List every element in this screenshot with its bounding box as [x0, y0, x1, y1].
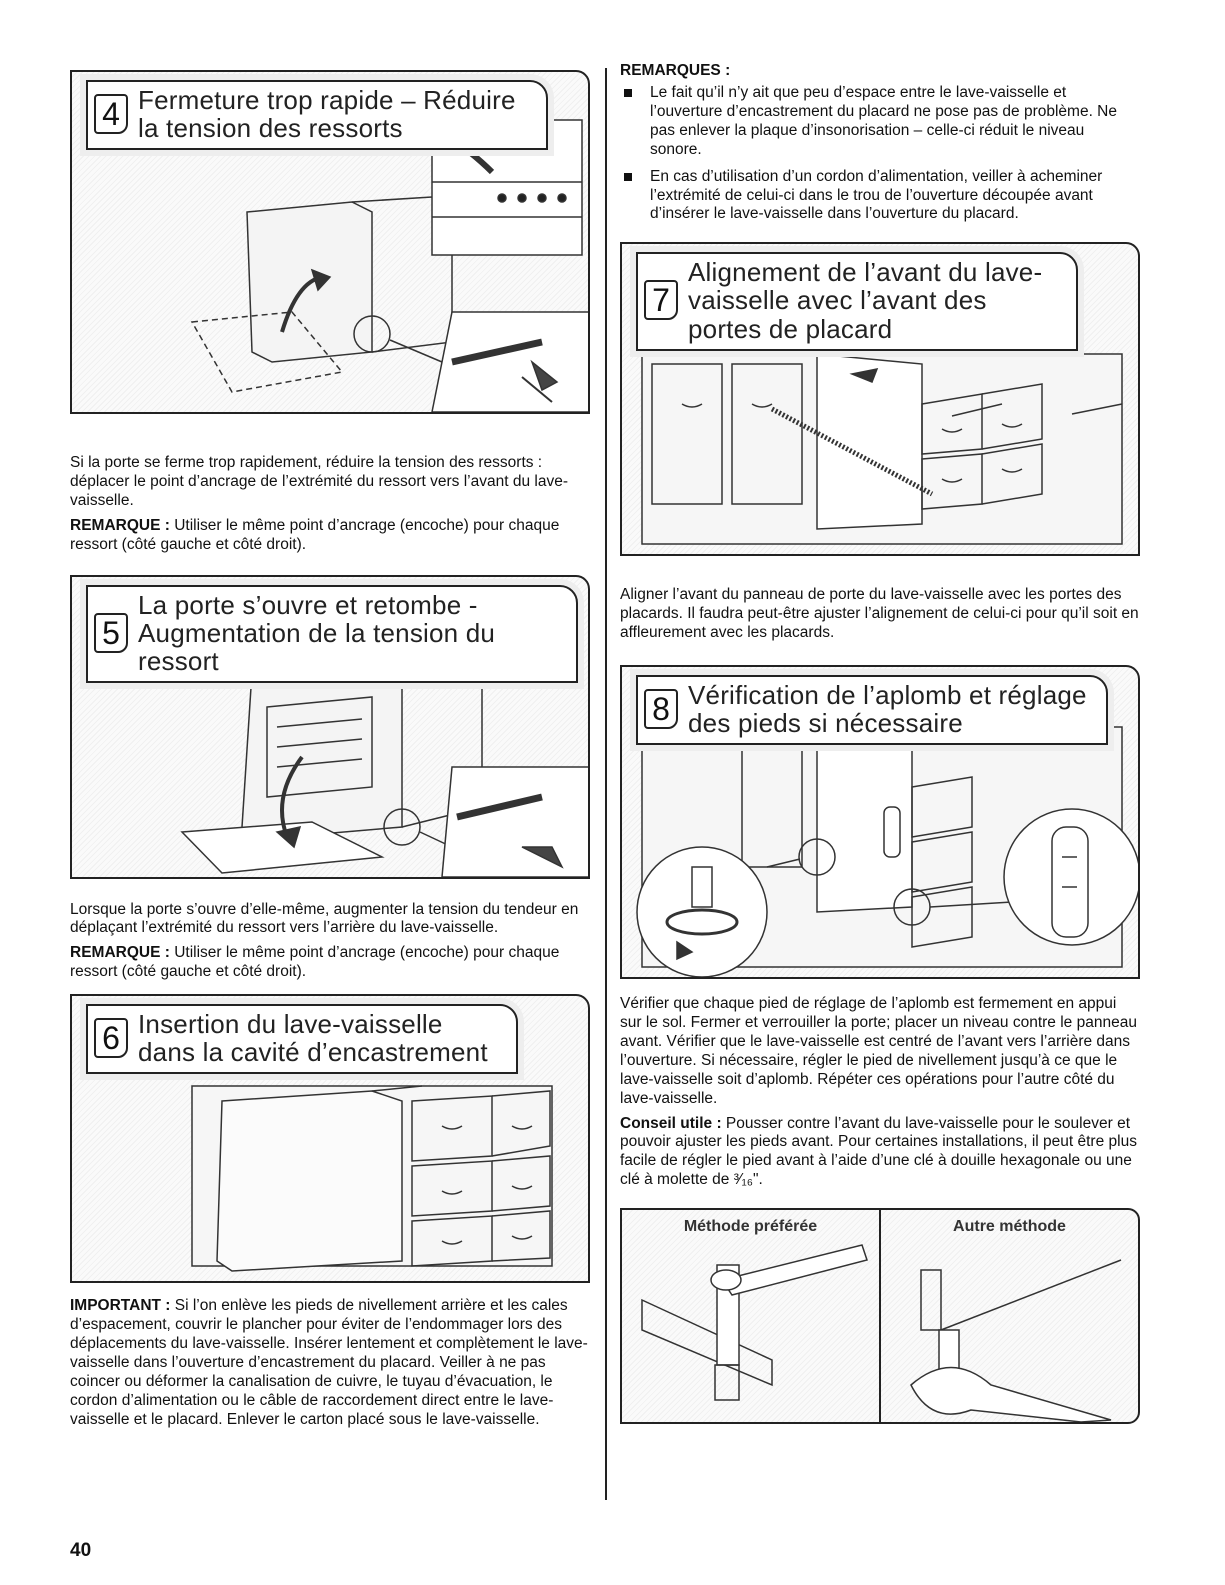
step8-tip	[620, 1115, 1140, 1191]
step4-note-text: Utiliser le même point d’ancrage (encoche) pour chaque ressort (côté gauche et côté droit).	[70, 516, 560, 553]
step5-number: 5	[94, 613, 128, 653]
step4-header	[86, 80, 548, 150]
step5-header	[86, 585, 578, 683]
step7-body: Aligner l’avant du panneau de porte du lave-vaisselle avec les portes des placards. Il faudra peut-être ajuster l’alignement de celui-ci pour qu’il soit en affleurement avec les placards.	[620, 586, 1139, 642]
step5-note	[70, 944, 590, 982]
methods-figure	[620, 1208, 1140, 1424]
method-preferred-label: Méthode préférée	[683, 1218, 818, 1236]
step4-note	[70, 517, 590, 555]
step6-important	[70, 1297, 590, 1429]
step4-title: Fermeture trop rapide – Réduire la tension des ressorts	[138, 85, 516, 144]
socket-wrench-illustration	[622, 1210, 878, 1422]
column-divider	[605, 68, 607, 1500]
adjustable-wrench-illustration	[881, 1210, 1137, 1422]
remarques-list	[620, 84, 1140, 224]
step8-tip-text: Pousser contre l’avant du lave-vaisselle pour le soulever et pouvoir ajuster les pieds avant. Pour certaines installations, il peut être plus facile de régler le pied avant à l’aide d’une clé à douille hexagonale ou une clé à molette de ³⁄₁₆".	[620, 1114, 1137, 1189]
step8-tip-label: Conseil utile :	[620, 1114, 722, 1132]
left-column	[70, 70, 590, 1436]
page-number: 40	[70, 1540, 92, 1561]
step5-body: Lorsque la porte s’ouvre d’elle-même, augmenter la tension du tendeur en déplaçant l’extrémité du ressort vers l’arrière du lave-vaisselle.	[70, 900, 579, 937]
step6-figure	[70, 994, 590, 1283]
remarques-heading: REMARQUES :	[620, 62, 731, 79]
method-other-label: Autre méthode	[953, 1218, 1066, 1236]
step6-important-label: IMPORTANT :	[70, 1297, 171, 1315]
step8-number: 8	[644, 689, 678, 729]
step4-note-label: REMARQUE :	[70, 516, 170, 534]
step7-number: 7	[644, 280, 678, 320]
step4-number: 4	[94, 94, 128, 134]
step8-title: Vérification de l’aplomb et réglage des pieds si nécessaire	[688, 680, 1087, 739]
step4-body: Si la porte se ferme trop rapidement, réduire la tension des ressorts : déplacer le point d’ancrage de l’extrémité du ressort vers l’avant du lave-vaisselle.	[70, 454, 568, 509]
step5-figure	[70, 575, 590, 879]
step7-header	[636, 252, 1078, 350]
right-column	[620, 62, 1140, 1424]
step6-title: Insertion du lave-vaisselle dans la cavité d’encastrement	[138, 1009, 488, 1068]
step6-important-text: Si l’on enlève les pieds de nivellement arrière et les cales d’espacement, couvrir le plancher pour éviter de l’endommager lors des déplacements du lave-vaisselle. Insérer lentement et complètement le lave-vaisselle dans l’ouverture d’encastrement du placard. Veiller à ne pas coincer ou déformer la canalisation de cuivre, le tuyau d’évacuation, le cordon d’alimentation ou le câble de raccordement direct entre le lave-vaisselle et le placard. Enlever le carton placé sous le lave-vaisselle.	[70, 1297, 588, 1428]
method-other	[879, 1210, 1138, 1422]
step6-number: 6	[94, 1018, 128, 1058]
method-preferred	[622, 1210, 879, 1422]
remarque-item-2: En cas d’utilisation d’un cordon d’alimentation, veiller à acheminer l’extrémité de celui-ci dans le trou de l’ouverture découpée avant d’insérer le lave-vaisselle dans l’ouverture du placard.	[620, 168, 1140, 225]
step8-figure	[620, 665, 1140, 979]
step7-figure	[620, 242, 1140, 556]
step6-header	[86, 1004, 518, 1074]
step8-header	[636, 675, 1108, 745]
step5-title: La porte s’ouvre et retombe - Augmentation de la tension du ressort	[138, 589, 496, 676]
step7-title: Alignement de l’avant du lave-vaisselle avec l’avant des portes de placard	[688, 257, 1043, 344]
step5-note-text: Utiliser le même point d’ancrage (encoche) pour chaque ressort (côté gauche et côté droit).	[70, 944, 560, 981]
step8-body: Vérifier que chaque pied de réglage de l’aplomb est fermement en appui sur le sol. Fermer et verrouiller la porte; placer un niveau contre le panneau avant. Vérifier que le lave-vaisselle est centré de l’avant vers l’arrière dans l’ouverture. Si nécessaire, régler le pied de nivellement jusqu’à ce que le lave-vaisselle soit d’aplomb. Répéter ces opérations pour l’autre côté du lave-vaisselle.	[620, 995, 1137, 1107]
step5-note-label: REMARQUE :	[70, 944, 170, 962]
remarque-item-1: Le fait qu’il n’y ait que peu d’espace entre le lave-vaisselle et l’ouverture d’encastrement du placard ne pose pas de problème. Ne pas enlever la plaque d’insonorisation – celle-ci réduit le niveau sonore.	[620, 84, 1140, 160]
step4-figure	[70, 70, 590, 414]
